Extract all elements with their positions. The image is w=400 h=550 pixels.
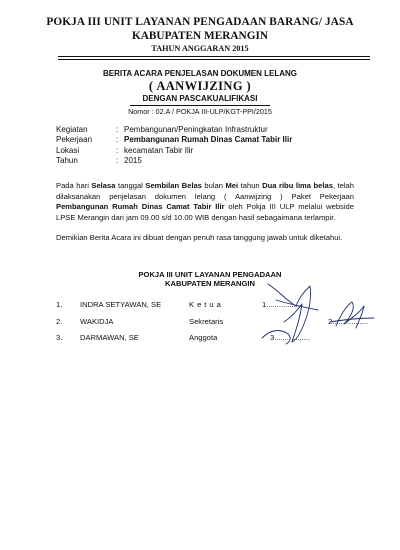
- detail-value: Pembangunan Rumah Dinas Camat Tabir Ilir: [124, 135, 293, 145]
- detail-row-tahun: Tahun : 2015: [56, 156, 142, 166]
- document-subtitle-2: DENGAN PASCAKUALIFIKASI: [142, 94, 258, 103]
- detail-label: Lokasi: [56, 145, 80, 155]
- signature-sekretaris: [330, 302, 374, 328]
- document-title: BERITA ACARA PENJELASAN DOKUMEN LELANG: [102, 69, 298, 78]
- day-text: Selasa: [91, 181, 116, 190]
- document-number: Nomor : 02.A / POKJA III-ULP/KGT-PPI/2015: [128, 107, 272, 116]
- member-role: Anggota: [189, 333, 218, 342]
- signature-subheading: KABUPATEN MERANGIN: [165, 279, 255, 288]
- detail-value: Pembangunan/Peningkatan Infrastruktur: [124, 125, 268, 134]
- package-name: Pembangunan Rumah Dinas Camat Tabir Ilir: [56, 202, 225, 212]
- member-role: Sekretaris: [189, 317, 224, 326]
- month-text: Mei: [225, 181, 239, 190]
- detail-row-pekerjaan: Pekerjaan : Pembangunan Rumah Dinas Camat Tabir Ilir: [56, 135, 293, 145]
- member-role: Ketua: [189, 300, 224, 309]
- signature-line-1: 1.................: [262, 300, 303, 309]
- detail-value: 2015: [124, 156, 142, 166]
- signature-anggota: [262, 331, 290, 344]
- header-line-1: POKJA III UNIT LAYANAN PENGADAAN BARANG/ JASA: [46, 16, 354, 28]
- member-name: WAKIDJA: [80, 317, 114, 326]
- detail-label: Kegiatan: [56, 125, 88, 134]
- body-paragraph: Pada hari Selasa tanggal Sembilan Belas bulan Mei tahun Dua ribu lima belas, telah dilaksanakan penjelasan dokumen lelang ( Aanwijzing ) Paket Pekerjaan Pembangunan Rumah Dinas Camat Tabir Ilir oleh Pokja III ULP melalui webside LPSE Merangin dari jam 09.00 s/d 10.00 WIB dengan hasil sebagaimana terlampir.: [56, 181, 355, 222]
- member-name: INDRA SETYAWAN, SE: [80, 300, 162, 309]
- detail-label: Tahun: [56, 156, 78, 166]
- member-row-3: 3. DARMAWAN, SE Anggota 3.................: [56, 333, 311, 342]
- member-row-1: 1. INDRA SETYAWAN, SE Ketua 1.................: [56, 300, 303, 309]
- detail-row-lokasi: Lokasi : kecamatan Tabir Ilir: [56, 145, 194, 155]
- member-name: DARMAWAN, SE: [80, 333, 139, 342]
- document-subtitle: ( AANWIJZING ): [148, 79, 252, 93]
- member-row-2: 2. WAKIDJA Sekretaris 2.................: [56, 317, 369, 326]
- signature-line-3: 3.................: [270, 333, 311, 342]
- signature-ketua: [268, 284, 318, 342]
- header-line-3: TAHUN ANGGARAN 2015: [151, 44, 249, 53]
- signature-line-2: 2.................: [328, 317, 369, 326]
- date-text: Sembilan Belas: [145, 181, 202, 190]
- signature-heading: POKJA III UNIT LAYANAN PENGADAAN: [138, 270, 282, 279]
- detail-row-kegiatan: Kegiatan : Pembangunan/Peningkatan Infrastruktur: [56, 125, 268, 134]
- detail-value: kecamatan Tabir Ilir: [124, 145, 194, 155]
- header-line-2: KABUPATEN MERANGIN: [131, 30, 269, 42]
- closing-statement: Demikian Berita Acara ini dibuat dengan penuh rasa tanggung jawab untuk diketahui.: [56, 233, 343, 242]
- year-text: Dua ribu lima belas: [262, 181, 333, 190]
- detail-label: Pekerjaan: [56, 135, 93, 145]
